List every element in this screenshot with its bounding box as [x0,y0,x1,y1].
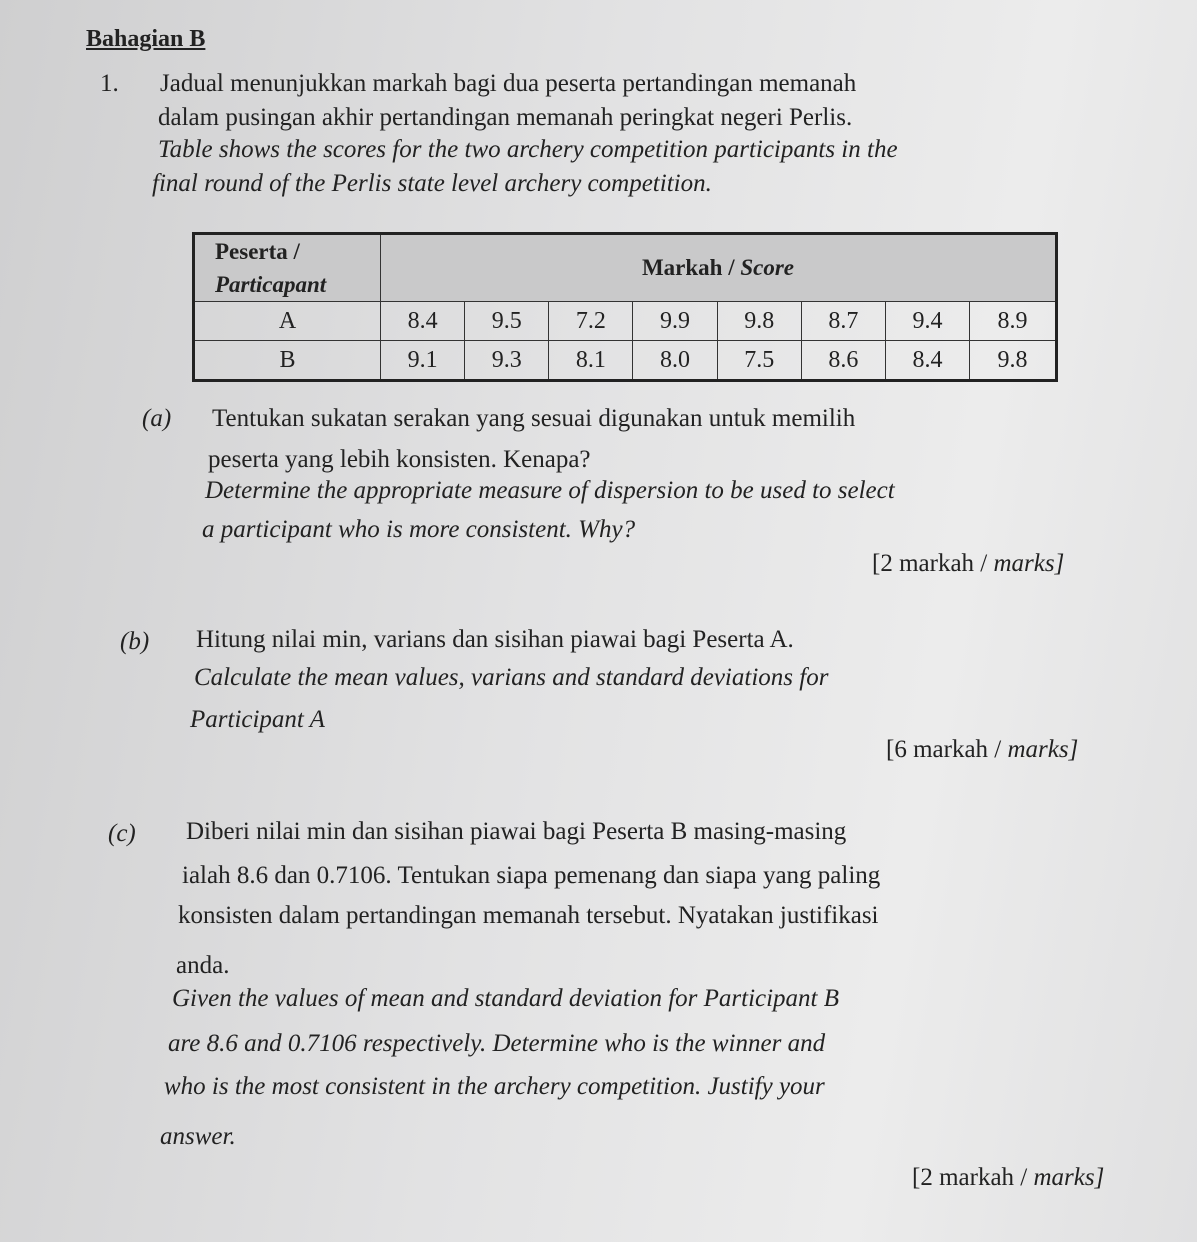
score-table [192,232,1058,382]
part-a-label: (a) [142,405,172,432]
score-cell: 9.4 [885,302,969,341]
score-cell: 9.8 [970,341,1057,381]
part-a-marks: [2 markah / marks] [872,550,1065,577]
part-c-text: anda. [176,952,230,979]
part-b-label: (b) [120,628,150,655]
score-cell: 9.5 [465,302,549,341]
part-b-text-english: Participant A [190,706,325,733]
score-cell: 8.0 [633,341,717,381]
score-cell: 7.5 [717,341,801,381]
score-cell: 9.9 [633,302,717,341]
part-c-marks: [2 markah / marks] [912,1164,1105,1191]
score-cell: 8.9 [970,302,1057,341]
section-title: Bahagian B [86,26,206,52]
score-cell: 8.1 [549,341,633,381]
score-cell: 8.7 [801,302,885,341]
part-a-text-english: a participant who is more consistent. Why? [202,516,636,543]
part-c-text-english: are 8.6 and 0.7106 respectively. Determine who is the winner and [168,1030,826,1057]
part-c-label: (c) [108,820,136,847]
part-c-text: ialah 8.6 dan 0.7106. Tentukan siapa pemenang dan siapa yang paling [182,862,881,889]
participant-label: A [194,302,381,341]
score-cell: 7.2 [549,302,633,341]
score-cell: 9.1 [381,341,465,381]
score-cell: 8.6 [801,341,885,381]
score-cell: 9.8 [717,302,801,341]
question-text: Jadual menunjukkan markah bagi dua peserta pertandingan memanah [160,70,857,97]
question-number: 1. [100,70,119,97]
part-a-text: Tentukan sukatan serakan yang sesuai digunakan untuk memilih [212,405,856,432]
part-c-text: konsisten dalam pertandingan memanah tersebut. Nyatakan justifikasi [178,902,879,929]
part-c-text-english: answer. [160,1123,236,1150]
part-c-text-english: who is the most consistent in the archery competition. Justify your [164,1073,825,1100]
question-text-english: final round of the Perlis state level archery competition. [152,170,712,197]
part-a-text: peserta yang lebih konsisten. Kenapa? [208,446,591,473]
part-b-marks: [6 markah / marks] [886,736,1079,763]
table-row [194,302,1057,341]
participant-label: B [194,341,381,381]
header-participant: Peserta / Particapant [194,234,381,302]
score-cell: 8.4 [381,302,465,341]
part-b-text-english: Calculate the mean values, varians and standard deviations for [194,664,829,691]
part-c-text-english: Given the values of mean and standard deviation for Participant B [172,985,840,1012]
score-cell: 8.4 [885,341,969,381]
question-text: dalam pusingan akhir pertandingan memanah peringkat negeri Perlis. [158,104,853,131]
part-a-text-english: Determine the appropriate measure of dispersion to be used to select [205,477,895,504]
part-b-text: Hitung nilai min, varians dan sisihan piawai bagi Peserta A. [196,626,794,653]
header-score: Markah / Score [381,234,1057,302]
score-cell: 9.3 [465,341,549,381]
part-c-text: Diberi nilai min dan sisihan piawai bagi Peserta B masing-masing [186,818,847,845]
table-row [194,341,1057,381]
question-text-english: Table shows the scores for the two archery competition participants in the [158,136,898,163]
